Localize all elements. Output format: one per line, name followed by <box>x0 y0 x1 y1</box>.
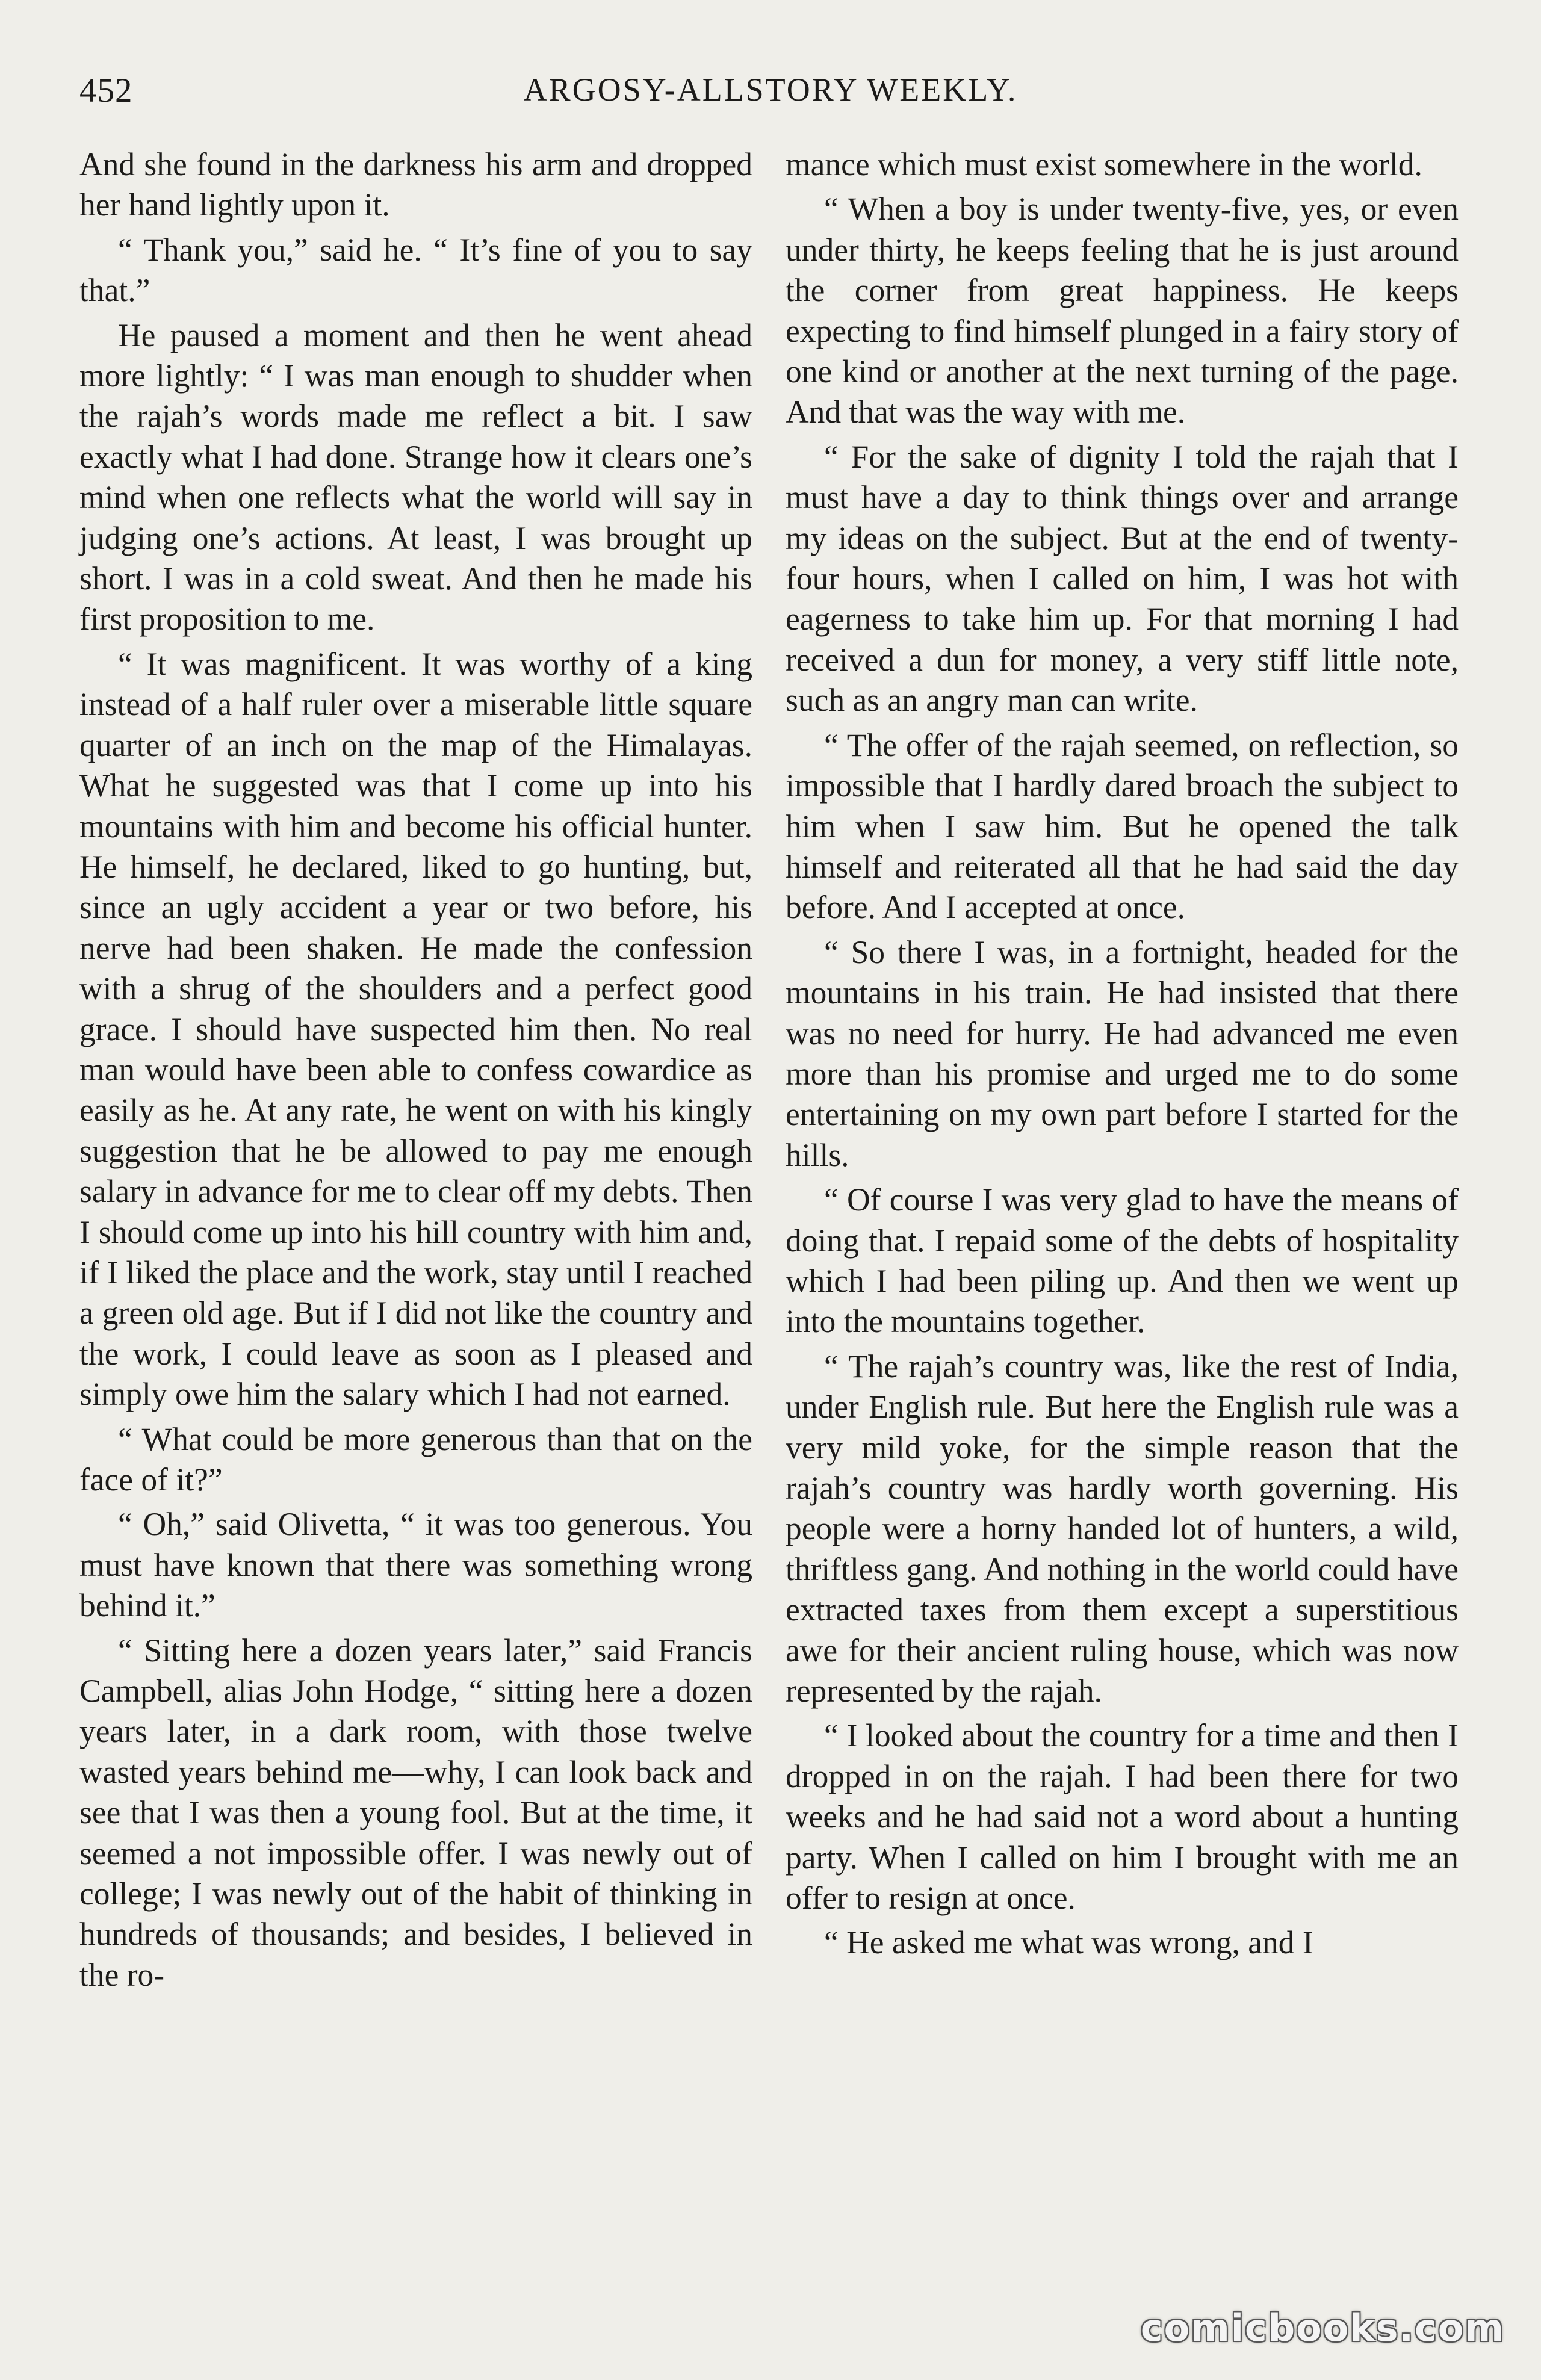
paragraph: “ The offer of the rajah seemed, on reflection, so impossible that I hardly dared broach the subject to him when I saw him. But he opened the talk himself and reiterated all that he had said the day before. And I accepted at once. <box>786 727 1459 926</box>
paragraph: “ I looked about the country for a time and then I dropped in on the rajah. I had been there for two weeks and he had said not a word about a hunting party. When I called on him I brought with me an offer to resign at once. <box>786 1717 1459 1917</box>
paragraph: “ When a boy is under twenty-five, yes, or even under thirty, he keeps feeling that he is just around the corner from great happiness. He keeps expecting to find himself plunged in a fairy story of one kind or another at the next turning of the page. And that was the way with me. <box>786 191 1459 430</box>
paragraph: “ What could be more generous than that on the face of it?” <box>79 1421 752 1498</box>
paragraph: “ Of course I was very glad to have the means of doing that. I repaid some of the debts of hospitality which I had been piling up. And then we went up into the mountains together. <box>786 1182 1459 1340</box>
watermark: comicbooks.com <box>1140 2306 1505 2350</box>
paragraph: “ Sitting here a dozen years later,” said Francis Campbell, alias John Hodge, “ sitting here a dozen years later, in a dark room, with those twelve wasted years behind me—why, I can look back and see that I was then a young fool. But at the time, it seemed a not impossible offer. I was newly out of college; I was newly out of the habit of thinking in hundreds of thousands; and besides, I believed in the ro- <box>79 1632 752 1993</box>
paragraph: “ Thank you,” said he. “ It’s fine of you to say that.” <box>79 231 752 309</box>
paragraph: “ For the sake of dignity I told the rajah that I must have a day to think things over and arrange my ideas on the subject. But at the end of twenty-four hours, when I called on him, I was hot with eagerness to take him up. For that morning I had received a dun for money, a very stiff little note, such as an angry man can write. <box>786 438 1459 719</box>
paragraph: “ He asked me what was wrong, and I <box>824 1924 1313 1961</box>
paragraph: “ It was magnificent. It was worthy of a king instead of a half ruler over a miserable little square quarter of an inch on the map of the Himalayas. What he suggested was that I come up into his mountains with him and become his official hunter. He himself, he declared, liked to go hunting, but, since an ugly accident a year or two before, his nerve had been shaken. He made the confession with a shrug of the shoulders and a perfect good grace. I should have suspected him then. No real man would have been able to confess cowardice as easily as he. At any rate, he went on with his kingly suggestion that he be allowed to pay me enough salary in advance for me to clear off my debts. Then I should come up into his hill country with him and, if I liked the place and the work, stay until I reached a green old age. But if I did not like the country and the work, I could leave as soon as I pleased and simply owe him the salary which I had not earned. <box>79 645 752 1413</box>
running-title: ARGOSY-ALLSTORY WEEKLY. <box>523 72 1018 108</box>
paragraph: And she found in the darkness his arm and dropped her hand lightly upon it. <box>79 146 752 223</box>
paragraph: mance which must exist somewhere in the world. <box>786 146 1422 182</box>
page-number: 452 <box>79 72 133 110</box>
paragraph: “ So there I was, in a fortnight, headed for the mountains in his train. He had insisted that there was no need for hurry. He had advanced me even more than his promise and urged me to do some entertaining on my own part before I started for the hills. <box>786 934 1459 1173</box>
running-header <box>0 71 1541 125</box>
paragraph: “ The rajah’s country was, like the rest of India, under English rule. But here the English rule was a very mild yoke, for the simple reason that the rajah’s country was hardly worth governing. His people were a horny handed lot of hunters, a wild, thriftless gang. And nothing in the world could have extracted taxes from them except a superstitious awe for their ancient ruling house, which was now represented by the rajah. <box>786 1348 1459 1709</box>
left-column <box>79 144 752 1995</box>
paragraph: He paused a moment and then he went ahead more lightly: “ I was man enough to shudder when the rajah’s words made me reflect a bit. I saw exactly what I had done. Strange how it clears one’s mind when one reflects what the world will say in judging one’s actions. At least, I was brought up short. I was in a cold sweat. And then he made his first proposition to me. <box>79 317 752 637</box>
right-column <box>786 144 1459 1963</box>
paragraph: “ Oh,” said Olivetta, “ it was too generous. You must have known that there was something wrong behind it.” <box>79 1506 752 1624</box>
